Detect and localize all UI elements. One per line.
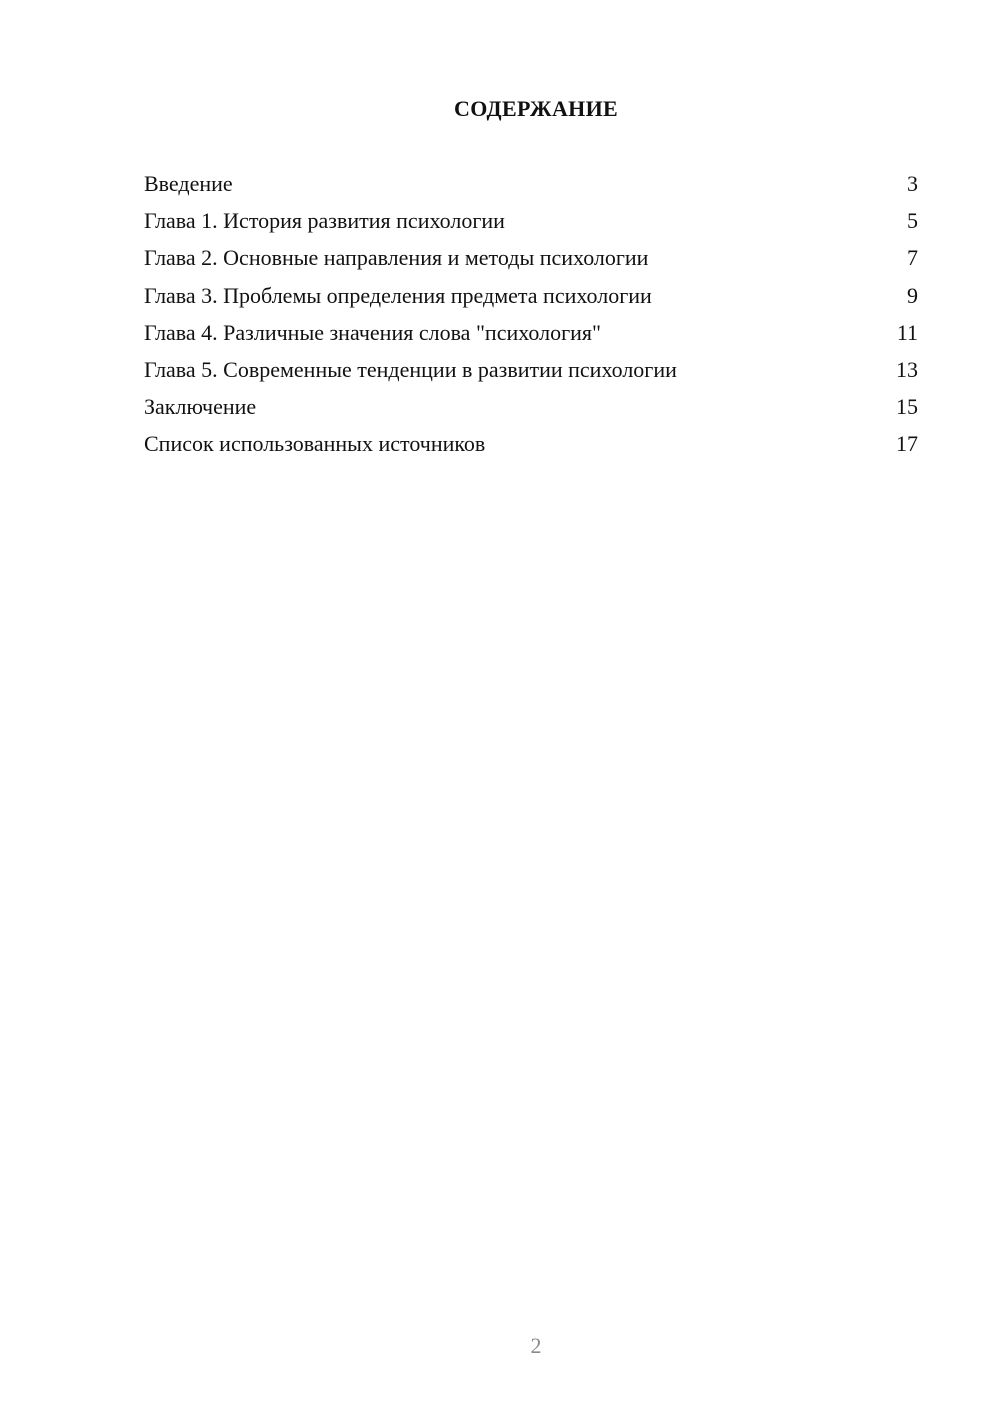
toc-entry-label: Введение	[144, 171, 233, 196]
toc-entry-page: 11	[896, 319, 918, 345]
toc-entry-page: 3	[907, 171, 918, 196]
toc-entry-page: 9	[907, 282, 918, 308]
toc-entry-chapter-1	[144, 206, 918, 243]
toc-entry-chapter-5	[144, 355, 918, 392]
toc-entry-chapter-4	[144, 318, 918, 355]
toc-entry-label: Список использованных источников	[144, 431, 486, 457]
toc-title: СОДЕРЖАНИЕ	[454, 96, 618, 121]
toc-entry-chapter-3	[144, 281, 918, 318]
toc-entry-page: 15	[896, 394, 918, 420]
toc-entry-label: Глава 5. Современные тенденции в развитии психологии	[144, 356, 677, 382]
toc-entry-label: Глава 1. История развития психологии	[144, 208, 505, 234]
toc-entry-page: 13	[896, 356, 918, 382]
toc-entry-page: 5	[907, 208, 918, 234]
toc-entry-label: Глава 4. Различные значения слова "психология"	[144, 319, 601, 345]
toc-entry-page: 17	[896, 431, 918, 457]
toc-entry-conclusion	[144, 392, 918, 429]
toc-entry-label: Глава 2. Основные направления и методы психологии	[144, 245, 649, 271]
toc-entry-label: Заключение	[144, 394, 257, 420]
toc-entry-introduction	[144, 169, 918, 206]
toc-entry-label: Глава 3. Проблемы определения предмета психологии	[144, 282, 652, 308]
page-number: 2	[530, 1333, 542, 1358]
toc-entry-chapter-2	[144, 243, 918, 280]
toc-list	[144, 169, 918, 467]
toc-entry-references	[144, 429, 918, 466]
toc-entry-page: 7	[907, 245, 918, 271]
